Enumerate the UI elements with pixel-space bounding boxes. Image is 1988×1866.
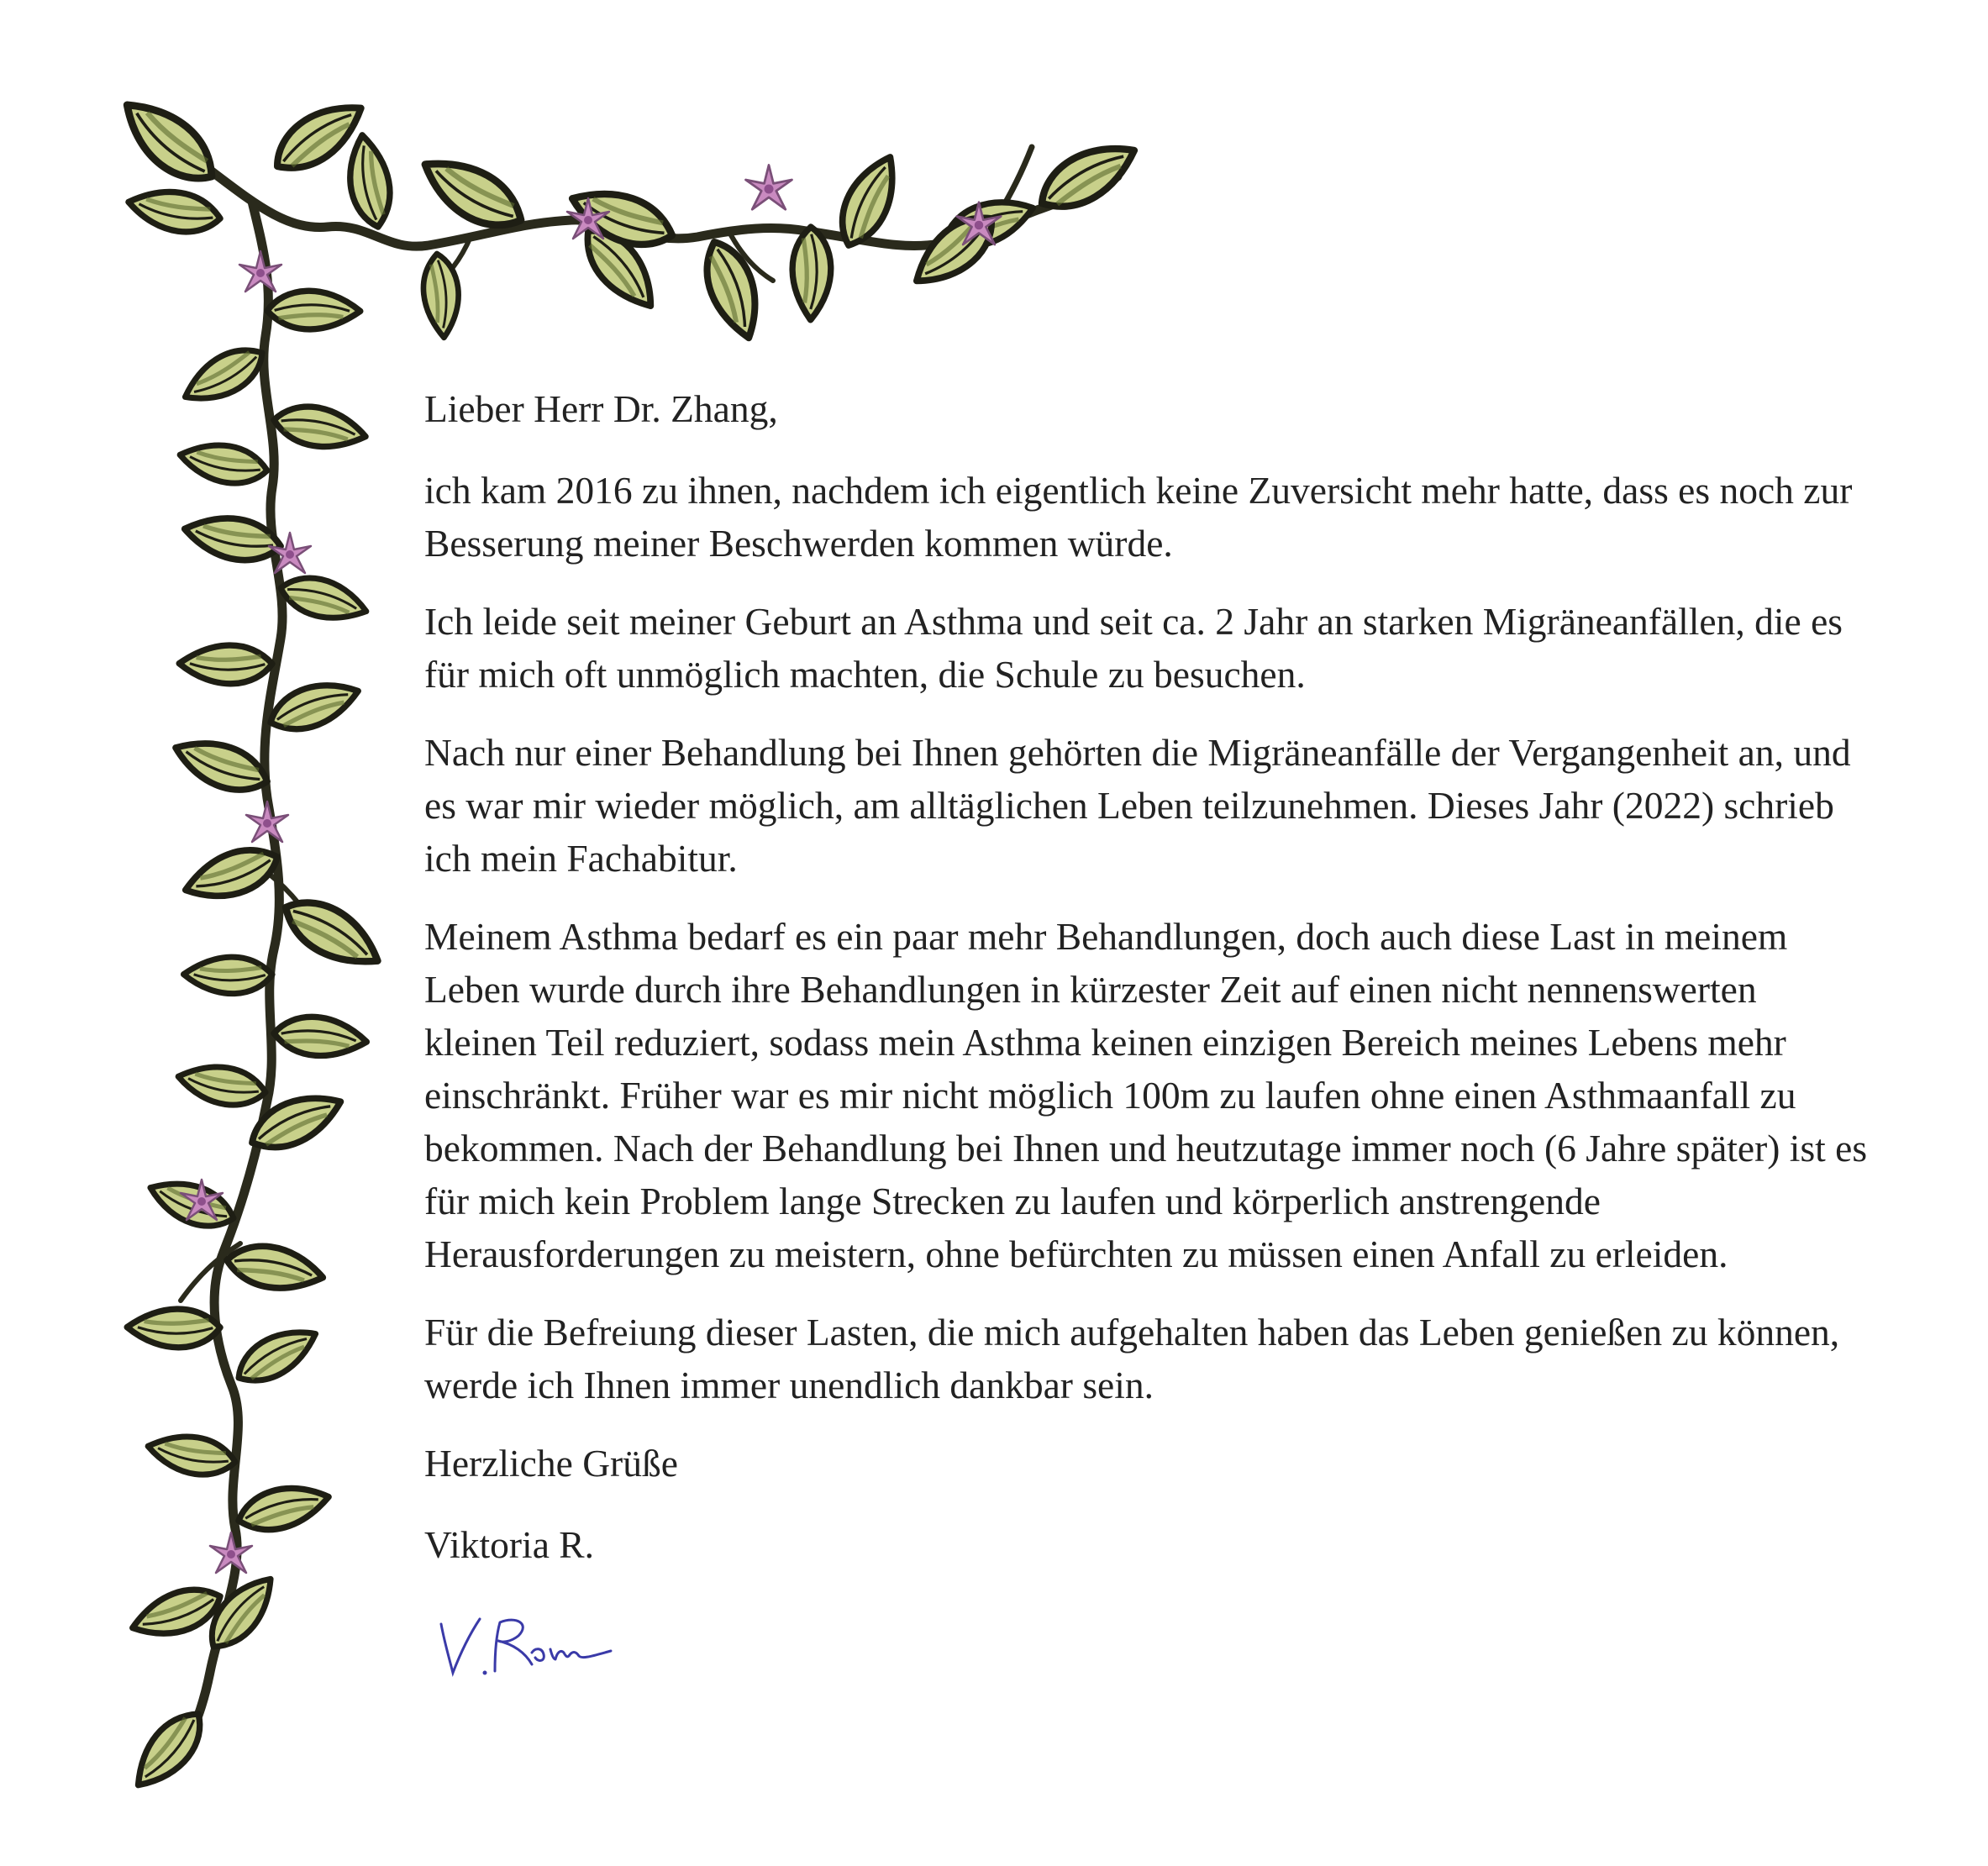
paragraph-4: Meinem Asthma bedarf es ein paar mehr Behandlungen, doch auch diese Last in meinem Leben wurde durch ihre Behandlungen in kürzester Zeit auf einen nicht nennenswerten kleinen Teil reduziert, sodass mein Asthma keinen einzigen Bereich meines Lebens mehr einschränkt. Früher war es mir nicht möglich 100m zu laufen ohne einen Asthmaanfall zu bekommen. Nach der Behandlung bei Ihnen und heutzutage immer noch (6 Jahre später) ist es für mich kein Problem lange Strecken zu laufen und körperlich anstrengende Herausforderungen zu meistern, ohne befürchten zu müssen einen Anfall zu erleiden. <box>424 915 1868 1275</box>
sender-name: Viktoria R. <box>424 1523 594 1566</box>
paragraph-3: Nach nur einer Behandlung bei Ihnen gehörten die Migräneanfälle der Vergangenheit an, und es war mir wieder möglich, am alltäglichen Leben teilzunehmen. Dieses Jahr (2022) schrieb ich mein Fachabitur. <box>424 731 1851 880</box>
paragraph-5: Für die Befreiung dieser Lasten, die mich aufgehalten haben das Leben genießen zu können, werde ich Ihnen immer unendlich dankbar sein. <box>424 1311 1840 1406</box>
salutation: Lieber Herr Dr. Zhang, <box>424 387 778 430</box>
paragraph-2: Ich leide seit meiner Geburt an Asthma und seit ca. 2 Jahr an starken Migräneanfällen, die es für mich oft unmöglich machten, die Schule zu besuchen. <box>424 600 1843 696</box>
letter-body <box>424 382 1870 1571</box>
handwritten-signature-icon <box>424 1601 626 1693</box>
paragraph-1: ich kam 2016 zu ihnen, nachdem ich eigentlich keine Zuversicht mehr hatte, dass es noch zur Besserung meiner Beschwerden kommen würde. <box>424 469 1853 565</box>
closing: Herzliche Grüße <box>424 1442 678 1485</box>
